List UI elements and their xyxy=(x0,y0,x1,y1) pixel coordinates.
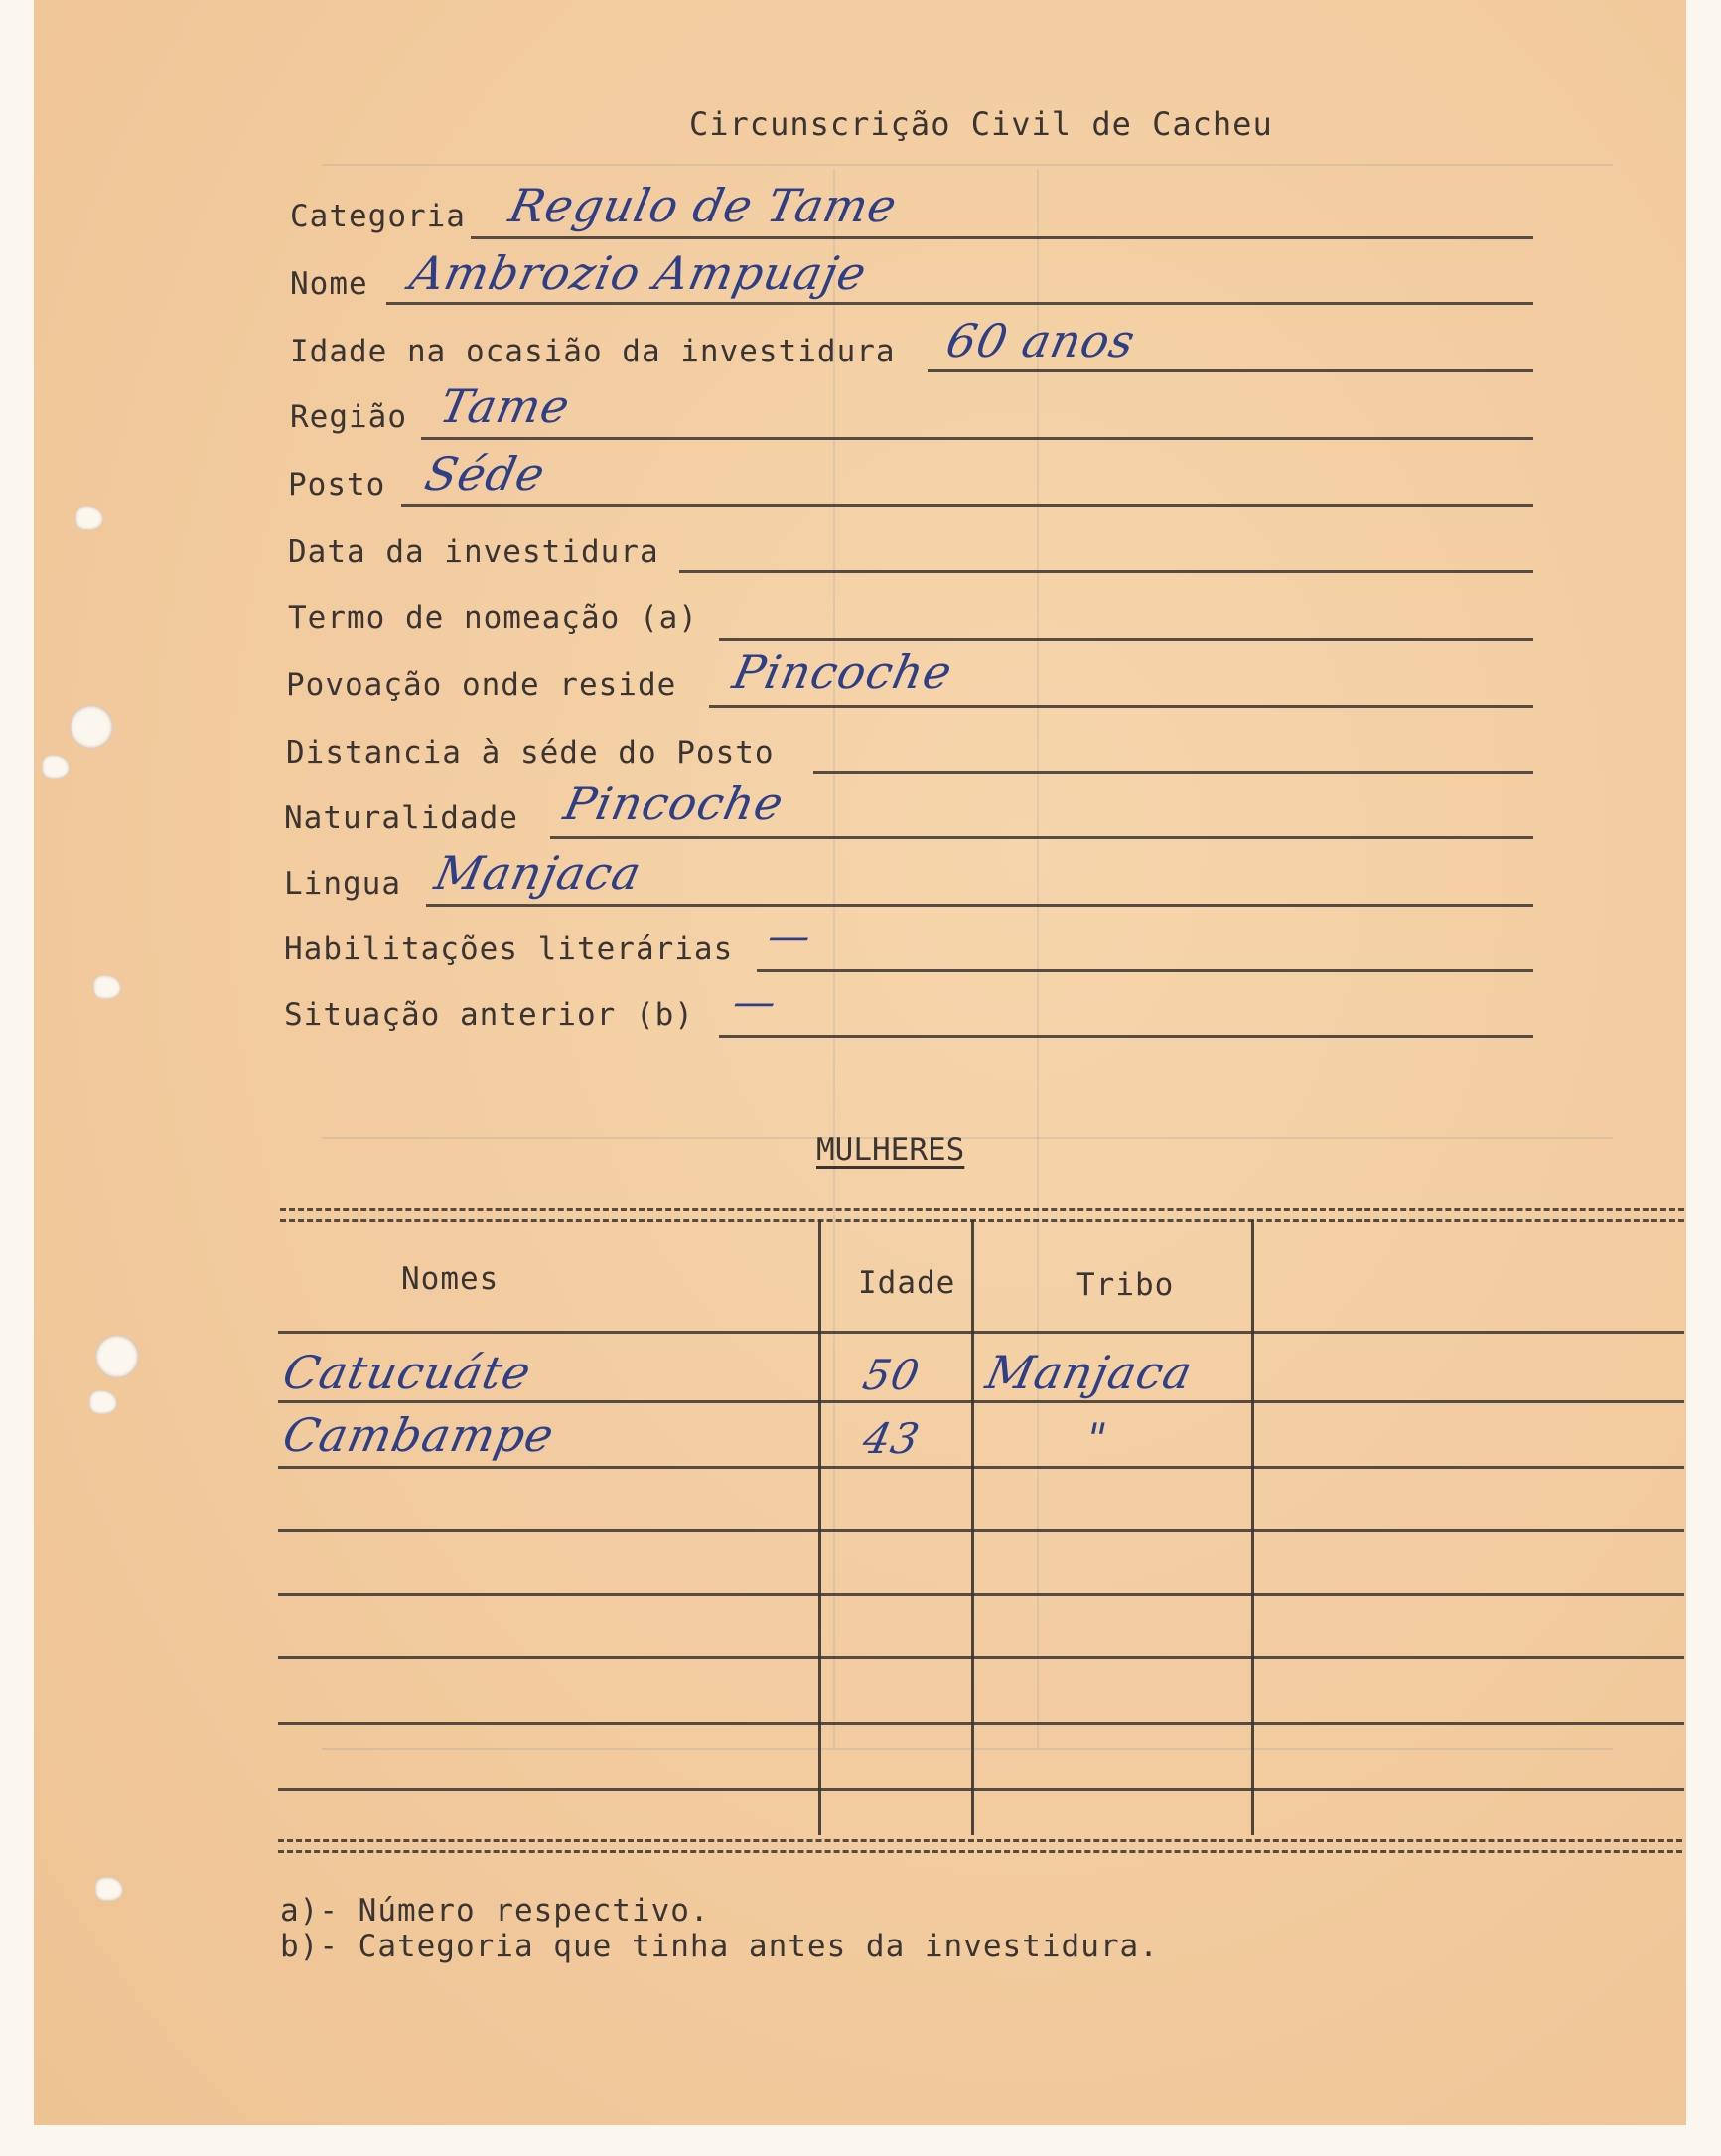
column-header-idade: Idade xyxy=(858,1265,956,1301)
field-label-regiao: Região xyxy=(290,399,407,435)
show-through-line xyxy=(833,169,835,1748)
show-through-line xyxy=(322,1748,1613,1750)
field-value-idade: 60 anos xyxy=(941,314,1141,367)
field-label-povoacao: Povoação onde reside xyxy=(286,667,677,703)
torn-mark xyxy=(95,1877,123,1901)
women-heading: MULHERES xyxy=(816,1132,965,1168)
table-rule xyxy=(278,1400,1684,1403)
field-label-posto: Posto xyxy=(288,467,386,503)
table-bottom-rule xyxy=(278,1839,1682,1853)
show-through-line xyxy=(322,1137,1613,1139)
torn-mark xyxy=(93,975,121,999)
column-divider xyxy=(971,1220,974,1835)
field-value-situacao: — xyxy=(728,977,783,1026)
table-rule xyxy=(278,1722,1684,1725)
field-value-lingua: Manjaca xyxy=(430,846,646,900)
field-value-povoacao: Pincoche xyxy=(728,646,958,699)
table-top-rule xyxy=(280,1208,1684,1222)
field-line xyxy=(813,771,1533,774)
field-value-posto: Séde xyxy=(420,447,551,501)
column-divider xyxy=(1251,1220,1254,1835)
footnote-b: b)- Categoria que tinha antes da investidura. xyxy=(280,1929,1159,1964)
woman-age: 43 xyxy=(858,1414,925,1463)
show-through-line xyxy=(322,164,1613,166)
column-header-nomes: Nomes xyxy=(401,1261,500,1297)
show-through-line xyxy=(1037,169,1039,1748)
punch-hole xyxy=(70,705,113,749)
field-value-naturalidade: Pincoche xyxy=(559,777,789,830)
field-line xyxy=(709,705,1533,708)
woman-tribe: " xyxy=(1080,1414,1112,1463)
field-line xyxy=(386,302,1533,305)
column-header-tribo: Tribo xyxy=(1076,1267,1175,1303)
field-line xyxy=(401,504,1533,507)
field-label-lingua: Lingua xyxy=(284,866,401,902)
woman-name: Cambampe xyxy=(278,1408,560,1462)
field-line xyxy=(679,570,1533,573)
woman-name: Catucuáte xyxy=(278,1346,537,1399)
field-label-nome: Nome xyxy=(290,266,368,302)
table-rule xyxy=(278,1466,1684,1469)
torn-mark xyxy=(42,755,70,779)
field-value-categoria: Regulo de Tame xyxy=(504,179,903,232)
field-label-idade: Idade na ocasião da investidura xyxy=(290,334,896,369)
field-label-data-investidura: Data da investidura xyxy=(288,534,659,570)
footnote-a: a)- Número respectivo. xyxy=(280,1893,710,1929)
field-label-termo: Termo de nomeação (a) xyxy=(288,600,698,636)
field-label-distancia: Distancia à séde do Posto xyxy=(286,735,775,771)
torn-mark xyxy=(89,1390,117,1414)
field-label-naturalidade: Naturalidade xyxy=(284,800,518,836)
field-line xyxy=(719,638,1533,641)
field-line xyxy=(719,1035,1533,1038)
field-line xyxy=(421,437,1533,440)
punch-hole xyxy=(95,1335,139,1378)
table-rule xyxy=(278,1331,1684,1334)
document-title: Circunscrição Civil de Cacheu xyxy=(689,105,1273,143)
table-rule xyxy=(278,1788,1684,1791)
field-label-situacao: Situação anterior (b) xyxy=(284,997,694,1033)
document-page xyxy=(34,0,1686,2125)
table-rule xyxy=(278,1593,1684,1596)
field-line xyxy=(471,236,1533,239)
field-line xyxy=(550,836,1533,839)
torn-mark xyxy=(75,506,103,530)
field-label-habilitacoes: Habilitações literárias xyxy=(284,932,734,967)
woman-tribe: Manjaca xyxy=(981,1346,1198,1399)
field-line xyxy=(426,904,1533,907)
field-line xyxy=(928,369,1533,372)
field-value-regiao: Tame xyxy=(435,379,576,433)
field-line xyxy=(757,969,1533,972)
field-label-categoria: Categoria xyxy=(290,199,466,234)
column-divider xyxy=(818,1220,821,1835)
field-value-nome: Ambrozio Ampuaje xyxy=(405,246,872,300)
table-rule xyxy=(278,1656,1684,1659)
field-value-habilitacoes: — xyxy=(763,912,817,960)
table-rule xyxy=(278,1529,1684,1532)
woman-age: 50 xyxy=(858,1351,925,1399)
